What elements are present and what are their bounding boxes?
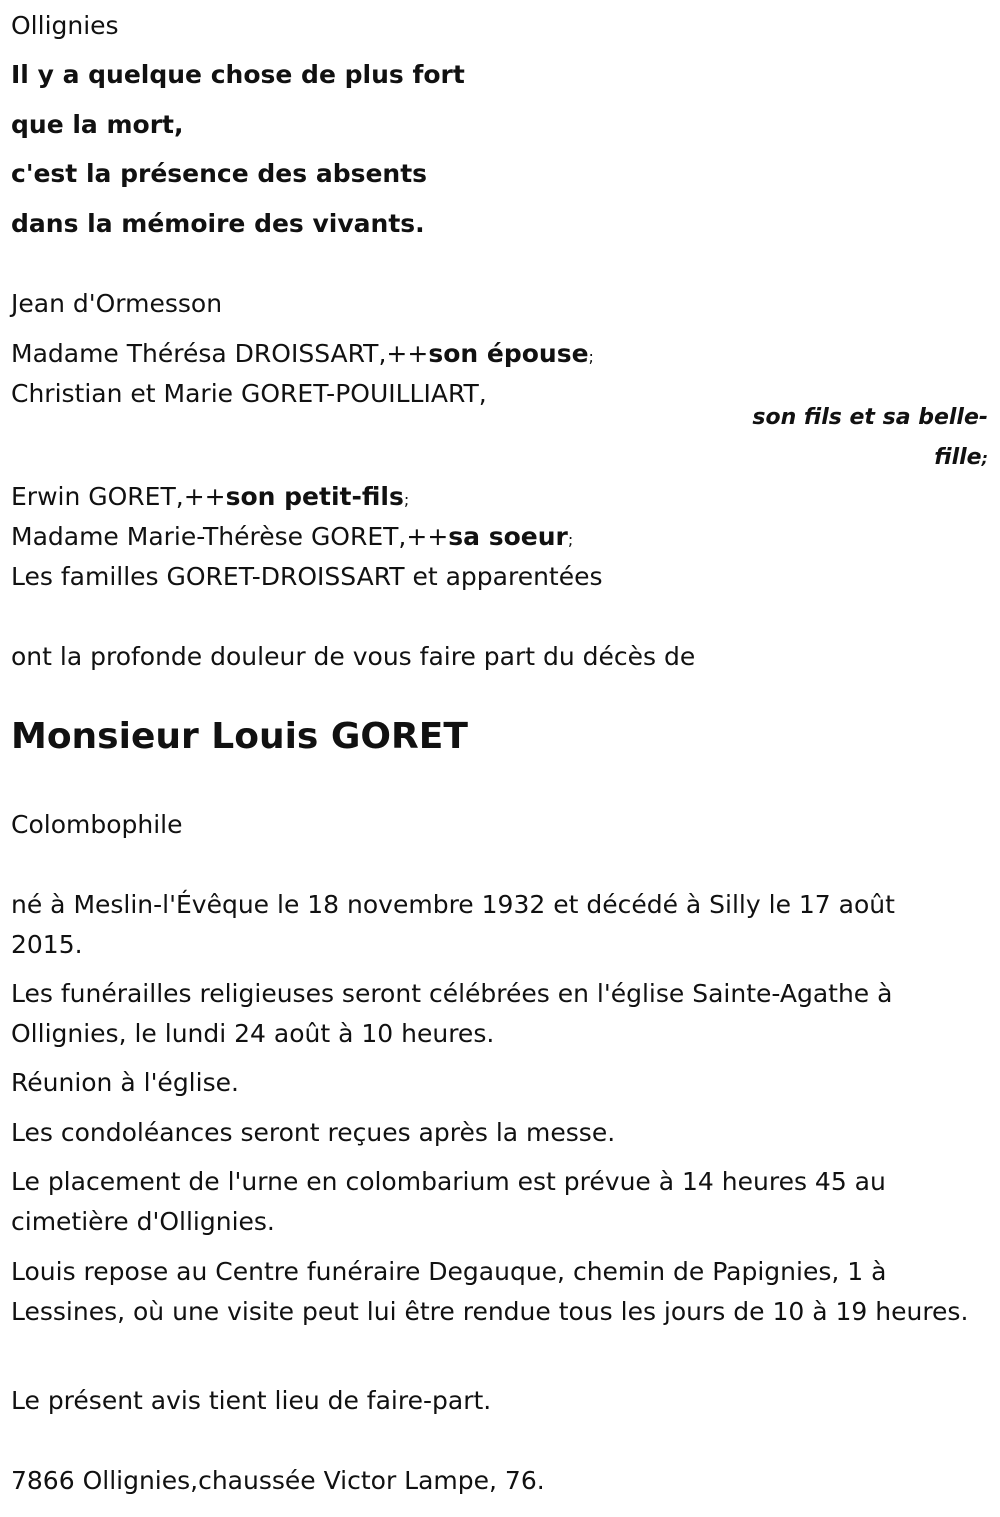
birth-death: né à Meslin-l'Évêque le 18 novembre 1932 et décédé à Silly le 17 août 2015.	[11, 890, 895, 959]
quote-line: Il y a quelque chose de plus fort	[11, 60, 465, 89]
sister-relation: sa soeur	[448, 522, 568, 551]
quote-line: dans la mémoire des vivants.	[11, 209, 425, 238]
family-wife	[11, 334, 594, 377]
quote-line: que la mort,	[11, 110, 184, 139]
grandson-name: Erwin GORET,++	[11, 482, 226, 511]
quote-author: Jean d'Ormesson	[11, 289, 223, 318]
funeral-info: Les funérailles religieuses seront célébrées en l'église Sainte-Agathe à Ollignies, le lundi 24 août à 10 heures.	[11, 979, 893, 1048]
condolences-info: Les condoléances seront reçues après la messe.	[11, 1118, 616, 1147]
semicolon: ;	[567, 530, 574, 549]
occupation: Colombophile	[11, 810, 183, 839]
grandson-relation: son petit-fils	[225, 482, 404, 511]
sister-name: Madame Marie-Thérèse GORET,++	[11, 522, 449, 551]
meeting-info: Réunion à l'église.	[11, 1068, 239, 1097]
quote-line: c'est la présence des absents	[11, 159, 428, 188]
semicolon: ;	[588, 347, 594, 366]
family-grandson	[11, 477, 409, 520]
address: 7866 Ollignies,chaussée Victor Lampe, 76.	[11, 1466, 545, 1495]
notice: Le présent avis tient lieu de faire-part.	[11, 1386, 492, 1415]
semicolon: ;	[981, 449, 988, 468]
deceased-name: Monsieur Louis GORET	[11, 716, 468, 757]
family-son: Christian et Marie GORET-POUILLIART,	[11, 379, 487, 408]
wife-relation: son épouse	[428, 339, 589, 368]
town-heading: Ollignies	[11, 11, 119, 40]
urn-info: Le placement de l'urne en colombarium est prévue à 14 heures 45 au cimetière d'Ollignies.	[11, 1167, 886, 1236]
wife-name: Madame Thérésa DROISSART,++	[11, 339, 429, 368]
family-others: Les familles GORET-DROISSART et apparentées	[11, 562, 603, 591]
announcement: ont la profonde douleur de vous faire part du décès de	[11, 642, 696, 671]
semicolon: ;	[403, 490, 410, 509]
family-sister	[11, 517, 573, 560]
repose-info: Louis repose au Centre funéraire Degauque, chemin de Papignies, 1 à Lessines, où une visite peut lui être rendue tous les jours de 10 à 19 heures.	[11, 1257, 969, 1326]
son-relation: son fils et sa belle-fille;	[752, 405, 988, 470]
